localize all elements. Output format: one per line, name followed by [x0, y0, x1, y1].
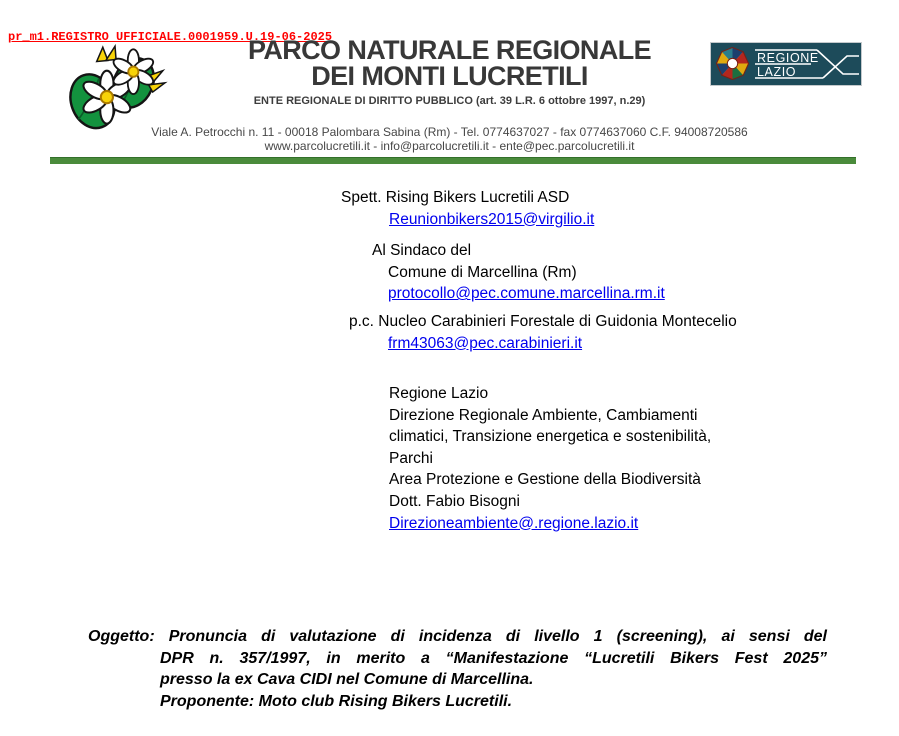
recipient-spett-email-link[interactable]: Reunionbikers2015@virgilio.it	[389, 210, 595, 228]
org-contacts: www.parcolucretili.it - info@parcolucretili.it - ente@pec.parcolucretili.it	[264, 139, 635, 153]
org-subtitle: ENTE REGIONALE DI DIRITTO PUBBLICO (art. 39 L.R. 6 ottobre 1997, n.29)	[253, 95, 646, 107]
recipient-regione-line6: Dott. Fabio Bisogni	[389, 492, 520, 510]
subject-line4: Proponente: Moto club Rising Bikers Lucretili.	[160, 693, 513, 711]
org-address: Viale A. Petrocchi n. 11 - 00018 Palombara Sabina (Rm) - Tel. 0774637027 - fax 0774637060 C.F. 94008720586	[151, 125, 748, 139]
recipient-regione-line4: Parchi	[389, 449, 433, 467]
lazio-logo-text-line1: REGIONE	[757, 51, 819, 65]
subject-line1: Oggetto: Pronuncia di valutazione di incidenza di livello 1 (screening), ai sensi del	[88, 628, 827, 645]
recipient-block-regione	[389, 383, 711, 534]
recipient-sindaco-line2: Comune di Marcellina (Rm)	[388, 263, 577, 281]
recipient-regione-line5: Area Protezione e Gestione della Biodiversità	[389, 471, 701, 489]
recipient-carabinieri-email-link[interactable]: frm43063@pec.carabinieri.it	[388, 334, 583, 352]
subject-block	[88, 626, 827, 713]
recipient-block-spett	[341, 187, 594, 230]
subject-line3: presso la ex Cava CIDI nel Comune di Marcellina.	[160, 671, 534, 689]
recipient-block-sindaco	[372, 240, 665, 305]
recipient-spett-name: Spett. Rising Bikers Lucretili ASD	[341, 189, 570, 206]
recipient-regione-email-link[interactable]: Direzioneambiente@.regione.lazio.it	[389, 514, 639, 532]
recipient-carabinieri-line1: p.c. Nucleo Carabinieri Forestale di Guidonia Montecelio	[349, 313, 737, 330]
subject-line2: DPR n. 357/1997, in merito a “Manifestazione “Lucretili Bikers Fest 2025”	[160, 649, 827, 667]
recipient-block-carabinieri	[349, 311, 737, 354]
org-title-line2: DEI MONTI LUCRETILI	[311, 61, 588, 91]
recipient-regione-line1: Regione Lazio	[389, 385, 489, 402]
recipient-sindaco-email-link[interactable]: protocollo@pec.comune.marcellina.rm.it	[388, 285, 665, 303]
header-divider-rule	[50, 157, 856, 164]
recipient-regione-line3: climatici, Transizione energetica e sostenibilità,	[389, 428, 712, 446]
recipient-regione-line2: Direzione Regionale Ambiente, Cambiamenti	[389, 406, 698, 424]
recipient-sindaco-line1: Al Sindaco del	[372, 242, 472, 259]
protocol-stamp: pr_m1.REGISTRO UFFICIALE.0001959.U.19-06-2025	[8, 30, 333, 44]
lazio-logo-text-line2: LAZIO	[757, 65, 797, 79]
regione-lazio-logo	[710, 42, 862, 86]
org-title-line1: PARCO NATURALE REGIONALE	[247, 35, 652, 65]
